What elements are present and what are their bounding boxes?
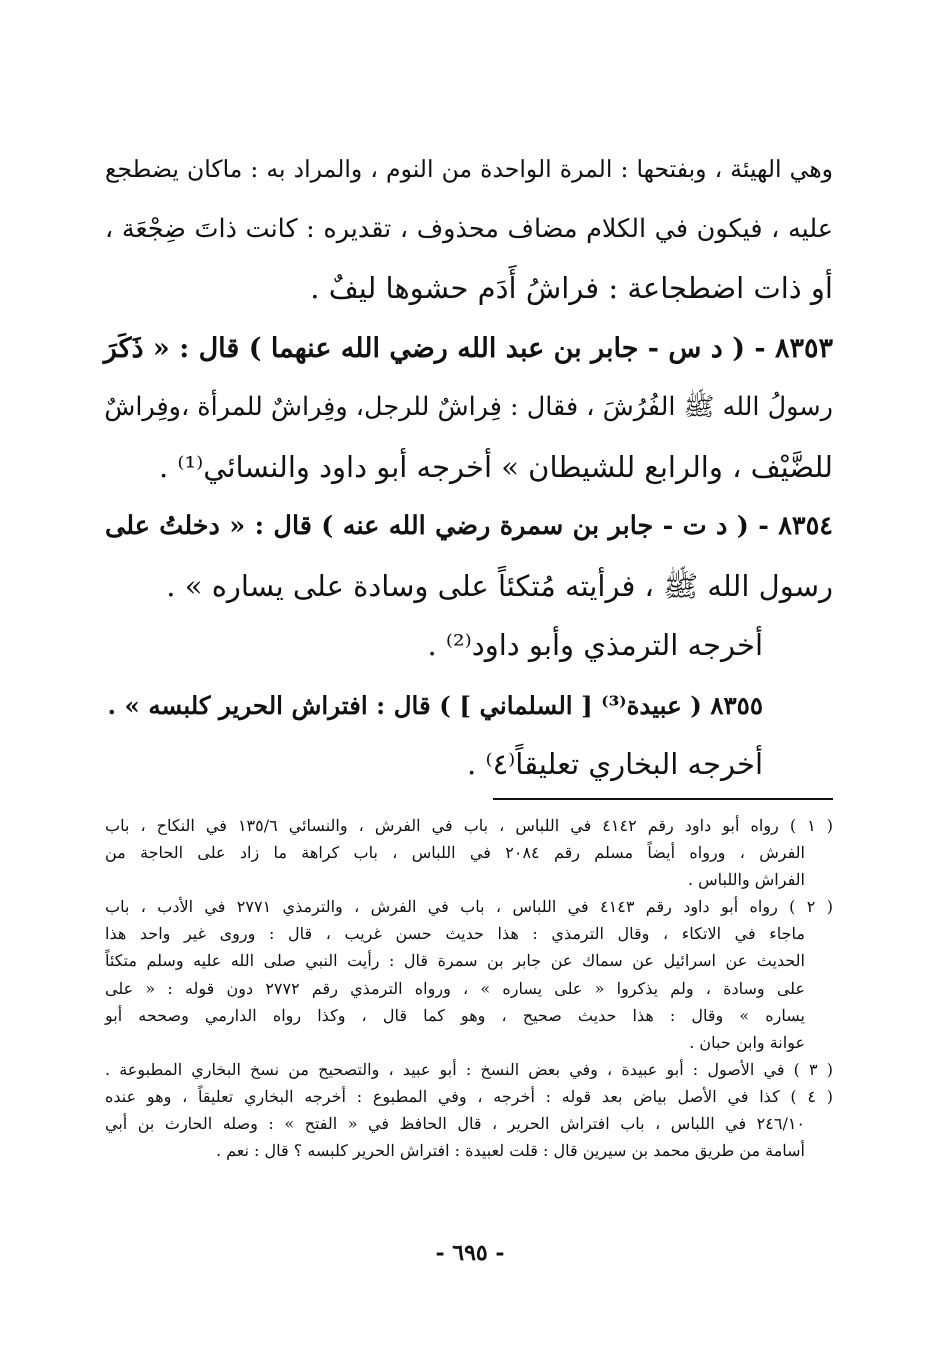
page-number: - ٦٩٥ -	[435, 1240, 505, 1266]
footnote-line: أسامة من طريق محمد بن سيرين قال : قلت لعبيدة : افتراش الحرير كلبسه ؟ قال : نعم .	[215, 1141, 805, 1161]
footnote-line: الحديث عن اسرائيل عن سماك عن جابر بن سمرة قال : رأيت النبي صلى الله عليه وسلم متكئاً	[105, 951, 805, 971]
text-line: وهي الهيئة ، وبفتحها : المرة الواحدة من النوم ، والمراد به : ماكان يضطجع	[105, 155, 833, 183]
text-line: رسول الله ﷺ ، فرأيته مُتكئاً على وسادة على يساره » .	[166, 568, 833, 603]
footnote-line: ماجاء في الاتكاء ، وقال الترمذي : هذا حديث حسن غريب ، قال : وروى غير واحد هذا	[105, 924, 805, 944]
footnote-3: ( ٣ ) في الأصول : أبو عبيدة ، وفي بعض النسخ : أبو عبيد ، والتصحيح من نسخ البخاري المطبوعة .	[105, 1059, 834, 1079]
hadith-heading-8353: ٨٣٥٣ - ( د س - جابر بن عبد الله رضي الله عنهما ) قال : « ذَكَرَ	[103, 332, 833, 364]
footnote-line: ٢٤٦/١٠ في اللباس ، باب افتراش الحرير ، قال الحافظ في « الفتح » : وصله الحارث بن أبي	[105, 1114, 806, 1134]
text-line: رسولُ الله ﷺ الفُرُشَ ، فقال : فِراشٌ للرجل، وفِراشٌ للمرأة ،وفِراشٌ	[104, 392, 833, 422]
footnote-line: يساره » وقال : هذا حديث صحيح ، وهو كما قال ، وكذا رواه الدارمي وصححه أبو	[105, 1005, 805, 1025]
footnote-line: على وسادة ، ولم يذكروا « على يساره » ، ورواه الترمذي رقم ٢٧٧٢ دون قوله : « على	[105, 978, 805, 998]
text-line: أخرجه الترمذي وأبو داود⁽²⁾ .	[427, 628, 763, 662]
footnote-line: الفرش ، ورواه أيضاً مسلم رقم ٢٠٨٤ في اللباس ، باب كراهة ما زاد على الحاجة من	[105, 843, 805, 863]
hadith-heading-8355: ٨٣٥٥ ( عبيدة⁽³⁾ [ السلماني ] ) قال : افتراش الحرير كلبسه » .	[107, 690, 763, 720]
text-line: أو ذات اضطجاعة : فراشُ أَدَم حشوها ليفٌ .	[310, 271, 833, 305]
footnote-line: الفراش واللباس .	[687, 870, 805, 890]
footnote-4: ( ٤ ) كذا في الأصل بياض بعد قوله : أخرجه ، وفي المطبوع : أخرجه البخاري تعليقاً ، وهو عنده	[105, 1086, 834, 1106]
text-line: للضَّيْف ، والرابع للشيطان » أخرجه أبو داود والنسائي⁽¹⁾ .	[158, 449, 833, 484]
footnote-divider	[493, 798, 833, 800]
footnote-1: ( ١ ) رواه أبو داود رقم ٤١٤٢ في اللباس ، باب في الفرش ، والنسائي ١٣٥/٦ في النكاح ، باب	[105, 816, 833, 835]
text-line: أخرجه البخاري تعليقاً⁽٤⁾ .	[467, 747, 763, 781]
footnote-2: ( ٢ ) رواه أبو داود رقم ٤١٤٣ في اللباس ، باب في الفرش ، والترمذي ٢٧٧١ في الأدب ، باب	[105, 897, 834, 917]
footnote-line: عوانة وابن حبان .	[689, 1032, 805, 1052]
main-text	[105, 140, 833, 795]
text-line: عليه ، فيكون في الكلام مضاف محذوف ، تقديره : كانت ذاتَ ضِجْعَة ،	[105, 213, 833, 244]
hadith-heading-8354: ٨٣٥٤ - ( د ت - جابر بن سمرة رضي الله عنه ) قال : « دخلتُ على	[105, 511, 833, 541]
footnotes	[105, 812, 833, 1164]
